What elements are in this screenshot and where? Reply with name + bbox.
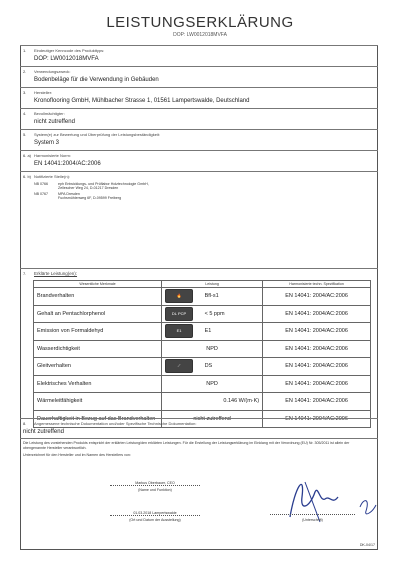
- performance-cell: NPD: [162, 375, 263, 393]
- specification-cell: EN 14041: 2004/AC:2006: [263, 375, 371, 393]
- e1-icon: E1: [165, 324, 193, 338]
- performance-value: Bfl-s1: [204, 293, 219, 300]
- section-label: Erklärte Leistung(en):: [34, 271, 78, 276]
- section-4: [20, 108, 378, 129]
- section-1: [20, 45, 378, 66]
- table-row: [34, 393, 371, 411]
- table-row: [34, 288, 371, 306]
- column-header: Leistung: [162, 281, 263, 288]
- section-number: 7.: [23, 271, 27, 276]
- slip-icon: ⟋: [165, 359, 193, 373]
- notified-body-name: eph Entwicklungs- und Prüflabor Holztechnologie GmbH,: [58, 182, 149, 186]
- characteristic-cell: Gleitverhalten: [34, 358, 162, 376]
- section-6b: [20, 171, 378, 203]
- signed-for-text: Unterzeichnet für den Hersteller und im Namen des Herstellers von:: [23, 453, 131, 457]
- notified-body-2: [34, 192, 122, 200]
- section-3: [20, 87, 378, 108]
- signer-caption: (Name und Funktion): [138, 488, 172, 492]
- section-number: 8.: [23, 421, 27, 426]
- section-label: Eindeutiger Kenncode des Produkttyps:: [34, 48, 105, 53]
- section-label: Verwendungszweck:: [34, 69, 71, 74]
- signature-line: [270, 514, 355, 515]
- section-value: Bodenbeläge für die Verwendung in Gebäuden: [34, 77, 159, 83]
- section-value: System 3: [34, 140, 60, 146]
- column-header: Wesentliche Merkmale: [34, 281, 162, 288]
- section-label: System(e) zur Bewertung und Überprüfung der Leistungsbeständigkeit:: [34, 132, 161, 137]
- characteristic-cell: Gehalt an Pentachlorphenol: [34, 305, 162, 323]
- section-number: 5.: [23, 132, 27, 137]
- specification-cell: EN 14041: 2004/AC:2006: [263, 410, 371, 428]
- section-6a: [20, 150, 378, 171]
- performance-cell: [162, 358, 263, 376]
- notified-body-name: MPA Dresden: [58, 192, 80, 196]
- performance-cell: [162, 288, 263, 306]
- notified-body-code: NB 0767: [34, 192, 48, 196]
- signer-name: Markus Oberbauer, CEO: [110, 481, 200, 486]
- characteristic-cell: Brandverhalten: [34, 288, 162, 306]
- table-row: [34, 375, 371, 393]
- performance-cell: [162, 305, 263, 323]
- signature-caption: (Unterschrift): [302, 518, 323, 522]
- performance-cell: 0.146 W/(m·K): [162, 393, 263, 411]
- performance-value: DS: [204, 363, 213, 370]
- document-title: LEISTUNGSERKLÄRUNG: [106, 14, 294, 31]
- place-caption: (Ort und Datum der Ausstellung): [129, 518, 181, 522]
- section-value: DOP: LW0012018MVFA: [34, 56, 99, 62]
- section-5: [20, 129, 378, 150]
- fire-class-icon: 🔥: [165, 289, 193, 303]
- notified-body-1: [34, 182, 149, 190]
- performance-cell: nicht zutreffend: [162, 410, 263, 428]
- notified-body-code: NB 0766: [34, 182, 48, 186]
- section-number: 6. a): [23, 153, 32, 158]
- section-label: Notifizierte Stelle(n):: [34, 174, 71, 179]
- performance-table: [33, 280, 371, 428]
- section-number: 6. b): [23, 174, 32, 179]
- section-value: nicht zutreffend: [23, 429, 64, 435]
- characteristic-cell: Dauerhaftigkeit in Bezug auf das Brandverhalten: [34, 410, 162, 428]
- section-label: Bevollmächtigter:: [34, 111, 65, 116]
- column-header: Harmonisierte techn. Spezifikation: [263, 281, 371, 288]
- notified-body-address: Fuchsmühlenweg 6F, D-09599 Freiberg: [58, 196, 122, 200]
- document-subtitle: DOP: LW0012018MVFA: [173, 32, 227, 38]
- section-value: EN 14041:2004/AC:2006: [34, 161, 101, 167]
- specification-cell: EN 14041: 2004/AC:2006: [263, 323, 371, 341]
- table-header-row: [34, 281, 371, 288]
- table-row: [34, 305, 371, 323]
- section-number: 1.: [23, 48, 27, 53]
- notified-body-address: Zellescher Weg 24, D-01217 Dresden: [58, 186, 119, 190]
- characteristic-cell: Elektrisches Verhalten: [34, 375, 162, 393]
- characteristic-cell: Wärmeleitfähigkeit: [34, 393, 162, 411]
- performance-value: < 5 ppm: [204, 310, 225, 317]
- specification-cell: EN 14041: 2004/AC:2006: [263, 305, 371, 323]
- declaration-block: [20, 438, 378, 550]
- section-label: Harmonisierte Norm:: [34, 153, 71, 158]
- section-number: 2.: [23, 69, 27, 74]
- specification-cell: EN 14041: 2004/AC:2006: [263, 358, 371, 376]
- table-row: [34, 323, 371, 341]
- specification-cell: EN 14041: 2004/AC:2006: [263, 393, 371, 411]
- place-date: 01.03.2018 Lampertswalde: [110, 511, 200, 516]
- table-row: [34, 340, 371, 358]
- performance-cell: NPD: [162, 340, 263, 358]
- section-label: Angemessene technische Dokumentation und/oder Spezifische Technische Dokumentation:: [34, 421, 197, 426]
- footer-code: DK-04/17: [359, 543, 375, 547]
- section-number: 3.: [23, 90, 27, 95]
- pcp-icon: DL PCP: [165, 307, 193, 321]
- characteristic-cell: Emission von Formaldehyd: [34, 323, 162, 341]
- section-2: [20, 66, 378, 87]
- specification-cell: EN 14041: 2004/AC:2006: [263, 340, 371, 358]
- section-number: 4.: [23, 111, 27, 116]
- table-row: [34, 358, 371, 376]
- section-value: Kronoflooring GmbH, Mühlbacher Strasse 1, 01561 Lampertswalde, Deutschland: [34, 98, 250, 104]
- section-8: [20, 418, 378, 438]
- declaration-text: Die Leistung des vorstehenden Produkts entspricht der erklärten Leistung/den erklärten Leistungen. Für die Erstellung der Leistungserklärung im Einklang mit der Verordnung (EU) Nr. 305/2011 ist allein der obengenannte Hersteller verantwortlich.: [23, 441, 350, 450]
- performance-value: E1: [204, 328, 212, 335]
- characteristic-cell: Wasserdichtigkeit: [34, 340, 162, 358]
- specification-cell: EN 14041: 2004/AC:2006: [263, 288, 371, 306]
- section-label: Hersteller:: [34, 90, 53, 95]
- section-value: nicht zutreffend: [34, 119, 75, 125]
- performance-cell: [162, 323, 263, 341]
